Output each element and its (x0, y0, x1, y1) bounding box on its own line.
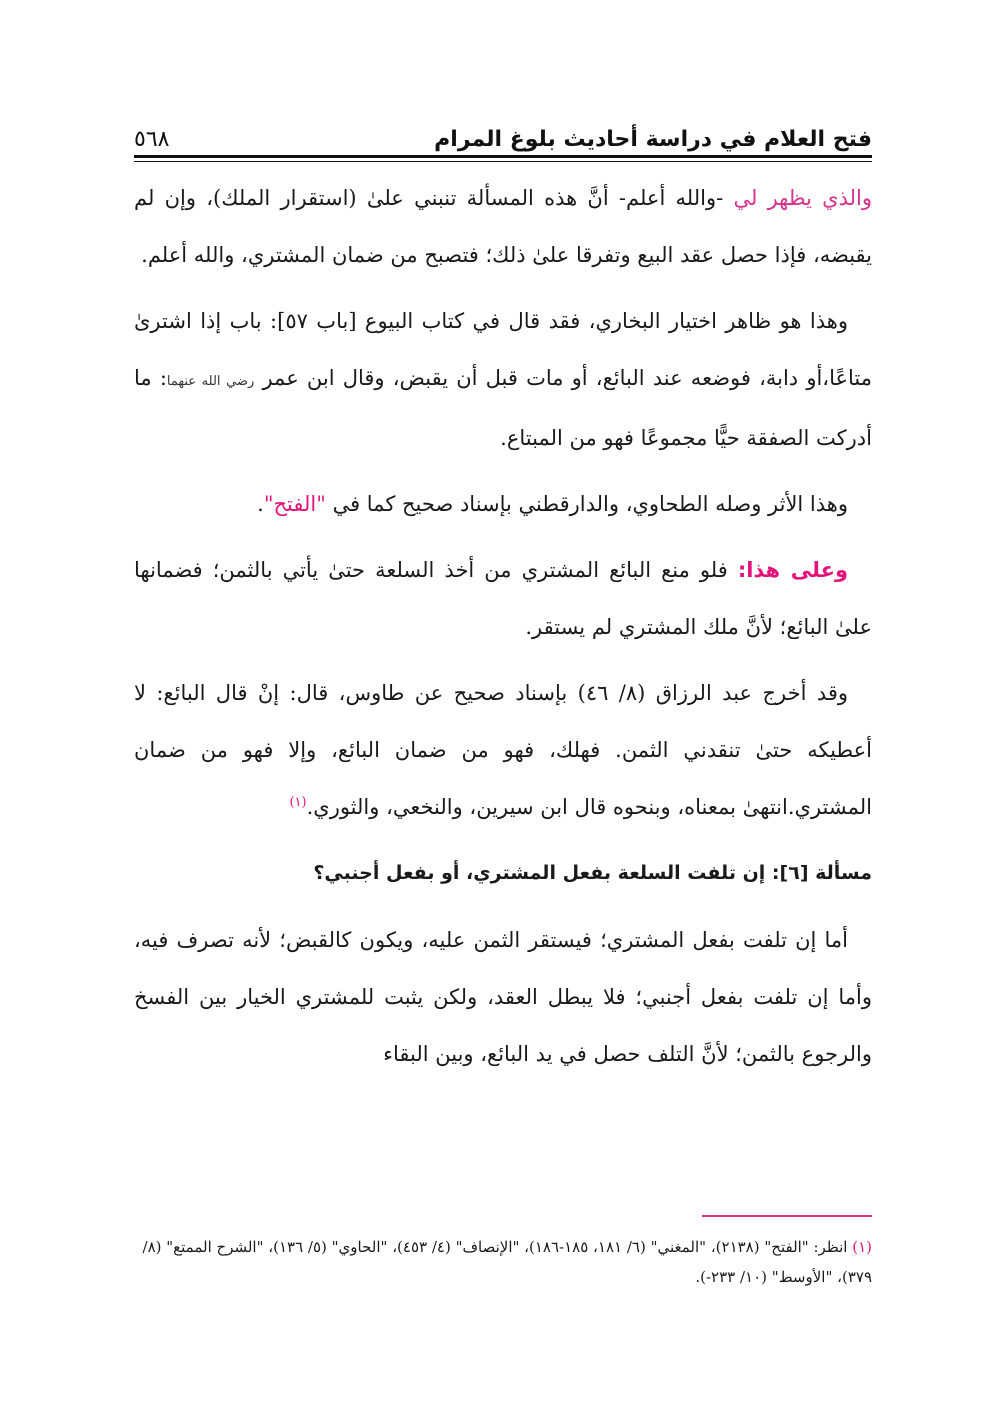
paragraph-3-text: وهذا الأثر وصله الطحاوي، والدارقطني بإسناد صحيح كما في (325, 492, 848, 516)
paragraph-6 (134, 912, 872, 1083)
running-header (134, 112, 872, 152)
paragraph-5 (134, 665, 872, 836)
book-title: فتح العلام في دراسة أحاديث بلوغ المرام (434, 127, 872, 152)
paragraph-2-text: وهذا هو ظاهر اختيار البخاري، فقد قال في كتاب البيوع [باب ٥٧]: باب إذا اشترىٰ متاعًا،أو دابة، فوضعه عند البائع، أو مات قبل أن يقبض، وقال ابن عمر (134, 309, 872, 390)
paragraph-3-end: . (257, 492, 264, 516)
main-text (134, 170, 872, 1092)
footnote-rule (702, 1215, 872, 1217)
source-quote: "الفتح" (263, 492, 326, 516)
footnote-text: انظر: "الفتح" (٢١٣٨)، "المغني" (٦/ ١٨١، ١٨٥-١٨٦)، "الإنصاف" (٤/ ٤٥٣)، "الحاوي" (٥/ ١٣٦)، "الشرح الممتع" (٨/ ٣٧٩)، "الأوسط" (١٠/ ٢٣٣-). (142, 1238, 872, 1286)
footnote-ref[interactable]: (١) (289, 795, 307, 810)
paragraph-4 (134, 542, 872, 656)
footnote (134, 1232, 872, 1292)
paragraph-5-text: وقد أخرج عبد الرزاق (٨/ ٤٦) بإسناد صحيح عن طاوس، قال: إنْ قال البائع: لا أعطيكه حتىٰ تنقدني الثمن. فهلك، فهو من ضمان البائع، وإلا فهو من ضمان المشتري.انتهىٰ بمعناه، وبنحوه قال ابن سيرين، والنخعي، والثوري. (134, 681, 872, 819)
paragraph-1-text: -والله أعلم- أنَّ هذه المسألة تنبني علىٰ (استقرار الملك)، وإن لم يقبضه، فإذا حصل عقد البيع وتفرقا علىٰ ذلك؛ فتصبح من ضمان المشتري، والله أعلم. (134, 186, 872, 267)
honorific-glyph: رضي الله عنهما (166, 374, 255, 389)
page-number: ٥٦٨ (134, 127, 170, 152)
header-rule-thick (134, 155, 872, 158)
header-rule-thin (134, 161, 872, 162)
paragraph-2 (134, 293, 872, 467)
conclusion-lead: وعلى هذا: (737, 558, 848, 582)
issue-heading: مسألة [٦]: إن تلفت السلعة بفعل المشتري، أو بفعل أجنبي؟ (313, 862, 872, 884)
paragraph-3 (134, 476, 872, 533)
footnote-number: (١) (852, 1238, 872, 1256)
paragraph-6-text: أما إن تلفت بفعل المشتري؛ فيستقر الثمن عليه، ويكون كالقبض؛ لأنه تصرف فيه، وأما إن تلفت بفعل أجنبي؛ فلا يبطل العقد، ولكن يثبت للمشتري الخيار بين الفسخ والرجوع بالثمن؛ لأنَّ التلف حصل في يد البائع، وبين البقاء (134, 928, 872, 1066)
opinion-highlight: والذي يظهر لي (733, 186, 872, 210)
paragraph-1 (134, 170, 872, 284)
paragraph-4-text: فلو منع البائع المشتري من أخذ السلعة حتىٰ يأتي بالثمن؛ فضمانها علىٰ البائع؛ لأنَّ ملك المشتري لم يستقر. (134, 558, 872, 639)
paragraph-2-end: : ما أدركت الصفقة حيًّا مجموعًا فهو من المبتاع. (134, 366, 872, 450)
